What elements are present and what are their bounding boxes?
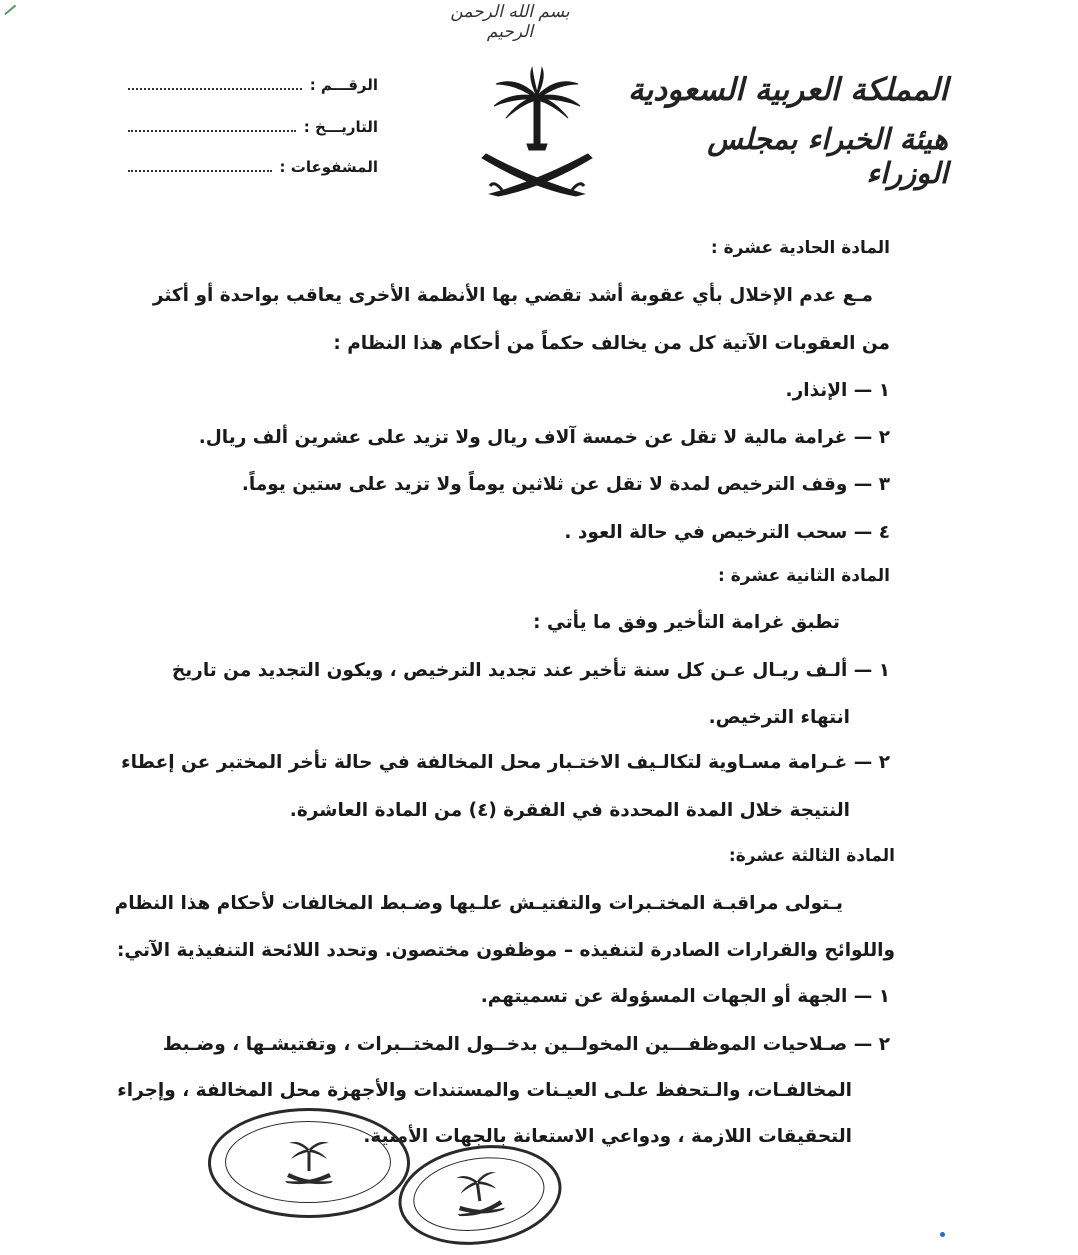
article-12-title: المادة الثانية عشرة : bbox=[718, 566, 890, 586]
article-11-intro-line1: مـع عدم الإخلال بأي عقوبة أشد تقضي بها الأنظمة الأخرى يعاقب بواحدة أو أكثر bbox=[152, 285, 873, 306]
official-seal-stamp-1 bbox=[208, 1108, 410, 1218]
article-13-intro-line2: واللوائح والقرارات الصادرة لتنفيذه – موظفون مختصون. وتحدد اللائحة التنفيذية الآتي: bbox=[116, 940, 895, 961]
reference-number-field bbox=[128, 76, 378, 94]
date-dots bbox=[128, 120, 296, 132]
article-11-item4: ٤ — سحب الترخيص في حالة العود . bbox=[564, 522, 890, 543]
corner-mark bbox=[0, 0, 16, 15]
stamp-emblem-icon bbox=[279, 1133, 339, 1189]
basmala: بسم الله الرحمن الرحيم bbox=[450, 2, 570, 42]
article-13-item2-line3: التحقيقات اللازمة ، ودواعي الاستعانة بالجهات الأمنية. bbox=[363, 1126, 852, 1147]
reference-number-dots bbox=[128, 78, 302, 90]
article-13-item1: ١ — الجهة أو الجهات المسؤولة عن تسميتهم. bbox=[480, 986, 890, 1007]
attachments-field bbox=[128, 158, 378, 176]
stamp-emblem-icon bbox=[447, 1164, 510, 1223]
article-11-item3: ٣ — وقف الترخيص لمدة لا تقل عن ثلاثين يوماً ولا تزيد على ستين يوماً. bbox=[241, 474, 890, 495]
attachments-label: المشفوعات : bbox=[279, 158, 378, 176]
article-13-item2-line1: ٢ — صـلاحيات الموظفـــين المخولــين بدخــول المختــبرات ، وتفتيشـها ، وضـبط bbox=[162, 1034, 890, 1055]
article-13-item2-line2: المخالفـات، والـتحفظ علـى العيـنات والمستندات والأجهزة محل المخالفة ، وإجراء bbox=[117, 1080, 852, 1101]
reference-number-label: الرقـــم : bbox=[309, 76, 378, 94]
article-12-intro: تطبق غرامة التأخير وفق ما يأتي : bbox=[533, 612, 840, 633]
article-12-item1-line2: انتهاء الترخيص. bbox=[708, 707, 850, 728]
article-13-title: المادة الثالثة عشرة: bbox=[728, 846, 895, 866]
blue-ink-dot bbox=[940, 1232, 945, 1237]
article-11-item1: ١ — الإنذار. bbox=[785, 380, 890, 401]
article-12-item2-line2: النتيجة خلال المدة المحددة في الفقرة (٤) من المادة العاشرة. bbox=[289, 800, 850, 821]
article-12-item2-line1: ٢ — غـرامة مسـاوية لتكالـيف الاختـبار محل المخالفة في حالة تأخر المختبر عن إعطاء bbox=[121, 752, 890, 773]
article-11-title: المادة الحادية عشرة : bbox=[710, 238, 890, 258]
article-13-intro-line1: يـتولى مراقبـة المختـبرات والتفتيـش علـيها وضـبط المخالفات لأحكام هذا النظام bbox=[114, 893, 843, 914]
date-field bbox=[128, 118, 378, 136]
palm-swords-emblem-icon bbox=[472, 62, 602, 202]
article-11-item2: ٢ — غرامة مالية لا تقل عن خمسة آلاف ريال ولا تزيد على عشرين ألف ريال. bbox=[198, 427, 890, 448]
article-11-intro-line2: من العقوبات الآتية كل من يخالف حكماً من أحكام هذا النظام : bbox=[333, 333, 890, 354]
date-label: التاريـــخ : bbox=[303, 118, 378, 136]
article-12-item1-line1: ١ — ألـف ريـال عـن كل سنة تأخير عند تجديد الترخيص ، ويكون التجديد من تاريخ bbox=[171, 660, 890, 681]
official-seal-stamp-2 bbox=[392, 1135, 568, 1255]
org-name-line1: المملكة العربية السعودية bbox=[628, 72, 948, 108]
attachments-dots bbox=[128, 160, 272, 172]
org-name-line2: هيئة الخبراء بمجلس الوزراء bbox=[707, 122, 948, 190]
